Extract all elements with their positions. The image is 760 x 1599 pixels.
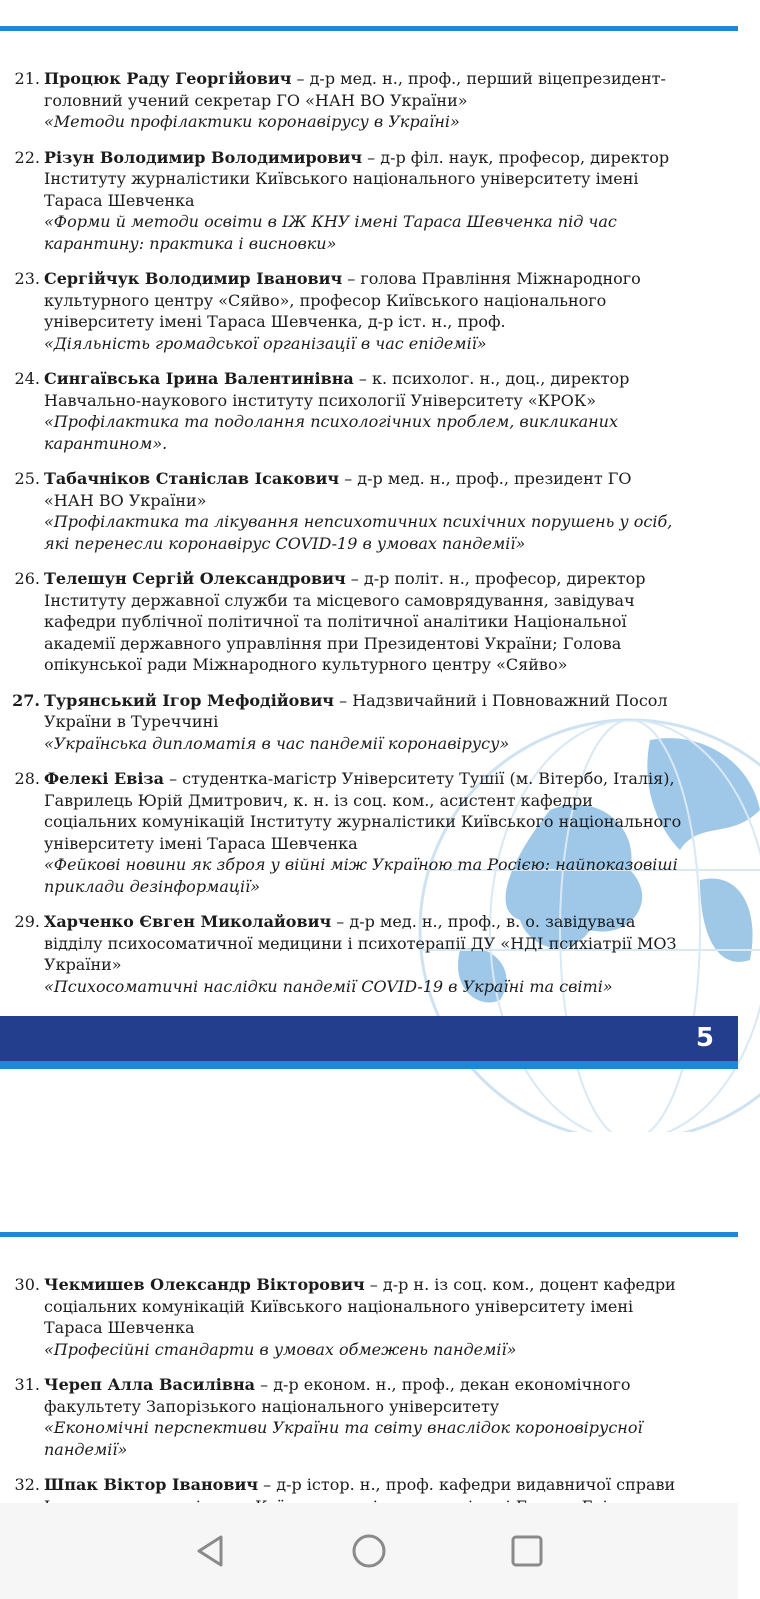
- entry-details: – голова Правління Міжнародного культурного центру «Сяйво», професор Київського національного університету імені Тараса Шевченка, д-р іст. н., проф.: [44, 269, 641, 331]
- entry-topic: «Психосоматичні наслідки пандемії COVID-19 в Україні та світі»: [44, 976, 613, 996]
- entry-details: – Надзвичайний і Повноважний Посол України в Туреччині: [44, 690, 668, 731]
- page-number: 5: [695, 1023, 714, 1053]
- entry-name: Турянський Ігор Мефодійович: [44, 690, 335, 710]
- entry-number: 31.: [14, 1375, 40, 1394]
- entry-topic: «Українська дипломатія в час пандемії коронавірусу»: [44, 733, 510, 753]
- entry-details: – д-р мед. н., проф., в. о. завідувача відділу психосоматичної медицини і психотерапії ДУ «НДІ психіатрії МОЗ України»: [44, 912, 677, 974]
- entry-name: Телешун Сергій Олександрович: [44, 569, 346, 588]
- list-item: [0, 68, 738, 133]
- footer-stripe: [0, 1061, 738, 1069]
- document-page-6: [0, 1132, 738, 1503]
- entry-number: 23.: [14, 269, 40, 288]
- circle-home-icon[interactable]: [349, 1531, 389, 1571]
- entry-number: 25.: [14, 469, 40, 488]
- entry-name: Череп Алла Василівна: [44, 1375, 256, 1394]
- entry-topic: «Профілактика та подолання психологічних проблем, викликаних карантином».: [44, 412, 619, 453]
- entry-name: Харченко Євген Миколайович: [44, 912, 332, 931]
- entry-number: 30.: [14, 1275, 40, 1294]
- list-item: [0, 1274, 738, 1360]
- entry-number: 32.: [14, 1475, 40, 1494]
- entry-topic: «Форми й методи освіти в ІЖ КНУ імені Тараса Шевченка під час карантину: практика і висновки»: [44, 212, 617, 253]
- list-item: [0, 911, 738, 997]
- footer-band: [0, 1016, 738, 1061]
- list-item: [0, 147, 738, 255]
- entry-number: 29.: [14, 912, 40, 931]
- list-item: [0, 368, 738, 454]
- entry-details: – к. психолог. н., доц., директор Навчально-наукового інституту психології Університету «КРОК»: [44, 369, 630, 410]
- entry-name: Різун Володимир Володимирович: [44, 147, 363, 167]
- entry-number: 26.: [14, 569, 40, 588]
- entry-details: – д-р н. із соц. ком., доцент кафедри соціальних комунікацій Київського національного університету імені Тараса Шевченка: [44, 1275, 676, 1337]
- entry-topic: «Професійні стандарти в умовах обмежень пандемії»: [44, 1339, 517, 1359]
- participant-list: [0, 68, 738, 1011]
- entry-number: 28.: [14, 769, 40, 788]
- list-item: [0, 1374, 738, 1460]
- entry-name: Сингаївська Ірина Валентинівна: [44, 369, 354, 388]
- triangle-back-icon[interactable]: [191, 1531, 231, 1571]
- entry-details: – д-р істор. н., проф. кафедри видавничої справи: [263, 1475, 676, 1494]
- list-item: [0, 468, 738, 554]
- square-recents-icon[interactable]: [507, 1531, 547, 1571]
- entry-name: Процюк Раду Георгійович: [44, 69, 292, 88]
- list-item: [0, 690, 738, 755]
- page-top-rule: [0, 1232, 738, 1237]
- entry-topic: «Профілактика та лікування непсихотичних психічних порушень у осіб, які перенесли коронавірус COVID-19 в умовах пандемії»: [44, 512, 673, 553]
- entry-name: Табачніков Станіслав Ісакович: [44, 469, 340, 488]
- list-item: [0, 568, 738, 676]
- entry-topic: «Діяльність громадської організації в час епідемії»: [44, 333, 487, 353]
- list-item: [0, 268, 738, 354]
- entry-number: 27.: [12, 690, 40, 710]
- system-navigation-bar: [0, 1503, 738, 1599]
- entry-number: 21.: [14, 69, 40, 88]
- entry-topic: «Фейкові новини як зброя у війні між Україною та Росією: найпоказовіші приклади дезінформації»: [44, 855, 678, 896]
- entry-name: Фелекі Евіза: [44, 769, 164, 788]
- entry-name: Шпак Віктор Іванович: [44, 1475, 259, 1494]
- entry-details: – д-р політ. н., професор, директор Інституту державної служби та місцевого самоврядування, завідувач кафедри публічної політичної та політичної аналітики Національної академії державного управління при Президентові України; Голова опікунської ради Міжнародного культурного центру «Сяйво»: [44, 569, 646, 674]
- entry-details: – д-р економ. н., проф., декан економічного факультету Запорізького національного університету: [44, 1375, 631, 1416]
- list-item: [0, 768, 738, 897]
- entry-details: – д-р мед. н., проф., перший віцепрезидент-головний учений секретар ГО «НАН ВО України»: [44, 69, 666, 110]
- entry-topic: «Методи профілактики коронавірусу в Україні»: [44, 112, 460, 131]
- entry-details: – студентка-магістр Університету Тушії (м. Вітербо, Італія), Гаврилець Юрій Дмитрович, к. н. із соц. ком., асистент кафедри соціальних комунікацій Інституту журналістики Київського національного університету імені Тараса Шевченка: [44, 769, 682, 853]
- entry-topic: «Економічні перспективи України та світу внаслідок короновірусної пандемії»: [44, 1418, 643, 1459]
- entry-name: Чекмишев Олександр Вікторович: [44, 1275, 365, 1294]
- entry-details: – д-р мед. н., проф., президент ГО «НАН ВО України»: [44, 469, 632, 510]
- entry-number: 24.: [14, 369, 40, 388]
- page-top-rule: [0, 26, 738, 31]
- entry-details: – д-р філ. наук, професор, директор Інституту журналістики Київського національного університету імені Тараса Шевченка: [44, 147, 670, 210]
- entry-name: Сергійчук Володимир Іванович: [44, 269, 343, 288]
- entry-number: 22.: [14, 147, 40, 167]
